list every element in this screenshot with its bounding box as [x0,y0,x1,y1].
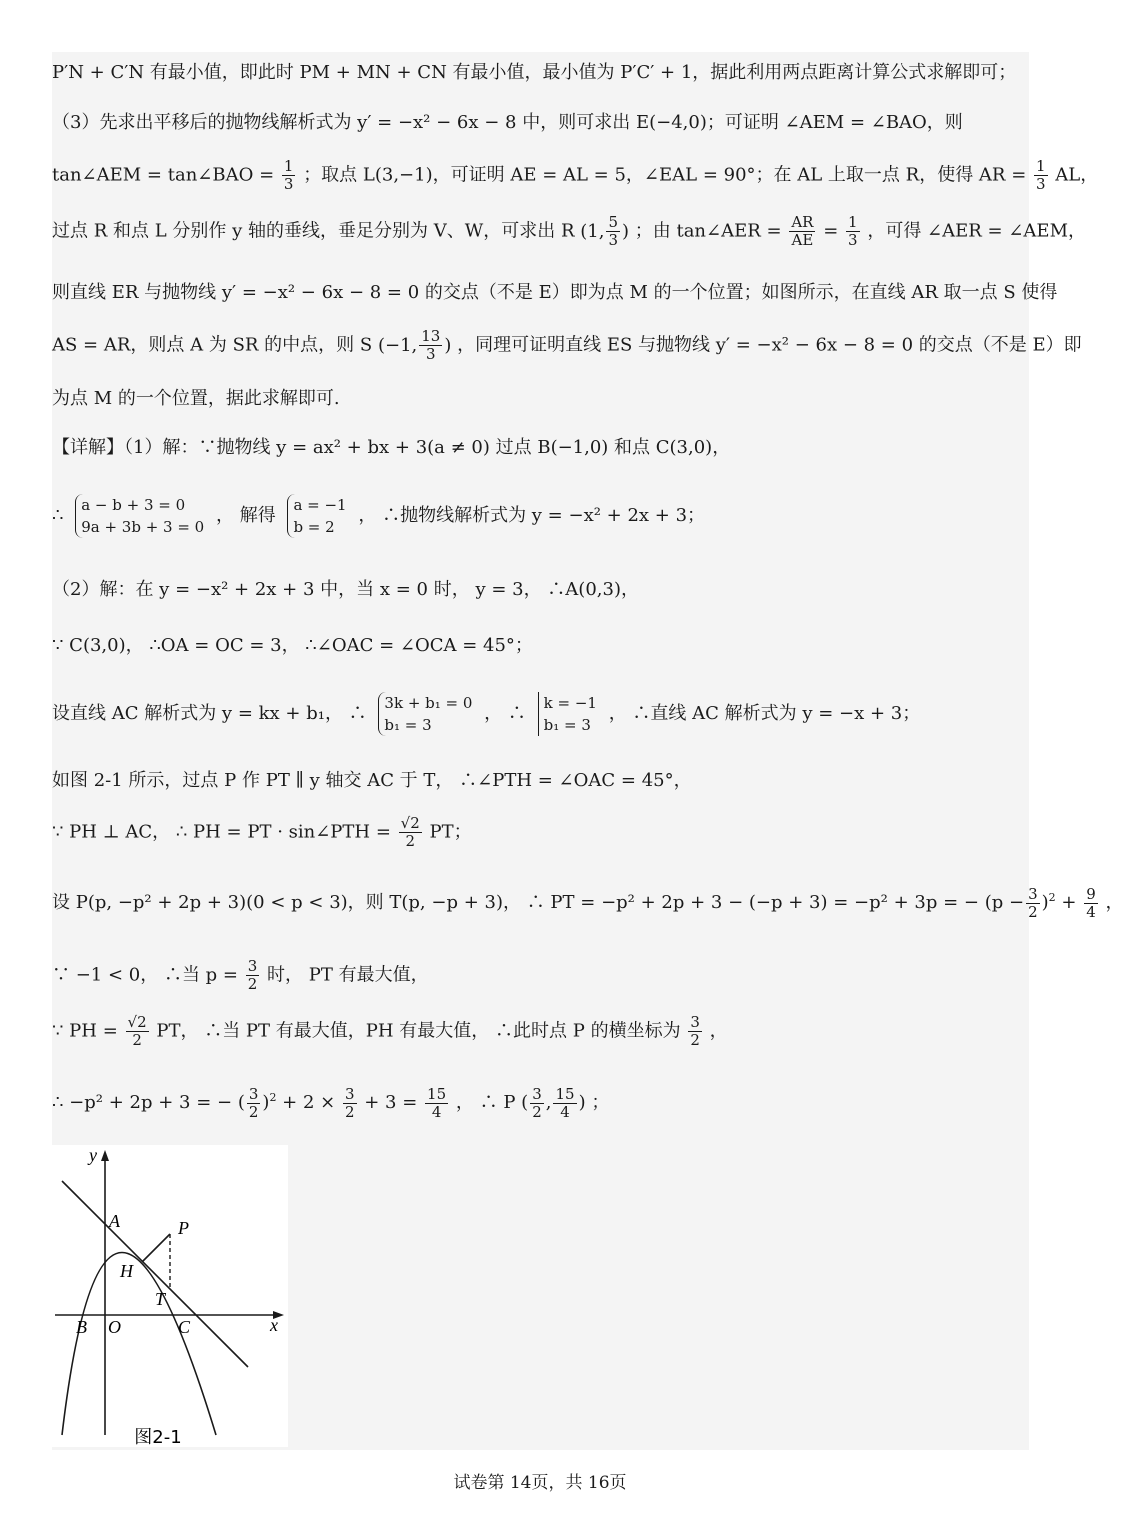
equation-system-4: k = −1 b₁ = 3 [538,692,597,736]
fraction-1-3: $\frac{1}{3}$ [1036,157,1046,193]
equation-system-3: 3k + b₁ = 0 b₁ = 3 [378,692,472,736]
label-x: x [270,1315,278,1335]
text: ，可得 ∠AER = ∠AEM， [867,220,1086,242]
line-17: ∵ PH = $\frac{√2}{2}$ PT， ∴当 PT 有最大值，PH 有最大值， ∴此时点 P 的横坐标为 $\frac{3}{2}$ ， [52,1013,728,1049]
line-10: （2）解：在 y = −x² + 2x + 3 中，当 x = 0 时， y = 3， ∴A(0,3)， [52,579,639,600]
point-S: (−1, $\frac{13}{3}$ ) [377,327,452,363]
line-11: ∵ C(3,0)， ∴OA = OC = 3， ∴∠OAC = ∠OCA = 45°； [52,635,533,656]
fraction-15-4: $\frac{15}{4}$ [427,1084,447,1121]
label-T: T [155,1289,166,1309]
figure-2-1 [52,1145,288,1447]
line-18: ∴ −p² + 2p + 3 = − ( $\frac{3}{2}$ )$^2$ + 2 × $\frac{3}{2}$ + 3 = $\frac{15}{4}$ ， ∴ P ( $\frac{3}{2}$ , $\frac{15}{4}$ ) ； [52,1084,610,1121]
parabola-curve [62,1253,216,1436]
text: ，同理可证明直线 ES 与抛物线 y′ = −x² − 6x − 8 = 0 的交点（不是 E）即 [457,334,1082,356]
fraction-3-2: $\frac{3}{2}$ [690,1013,700,1049]
line-15: 设 P(p, −p² + 2p + 3)(0 < p < 3)，则 T(p, −p + 3)， ∴ PT = −p² + 2p + 3 − (−p + 3) = −p² + 3p = − (p − $\frac{3}{2}$ )$^2$ + $\frac{9}{4}$ ， [52,884,1124,921]
line-4: 过点 R 和点 L 分别作 y 轴的垂线，垂足分别为 V、W，可求出 R (1, $\frac{5}{3}$ ) ；由 tan∠AER = $\frac{AR}{AE}$ = $\frac{1}{3}$ ，可得 ∠AER = ∠AEM， [52,213,1086,249]
line-14: ∵ PH ⊥ AC， ∴ PH = PT · sin∠PTH = $\frac{√2}{2}$ PT； [52,814,472,850]
segment-PH [142,1234,170,1262]
text: AS = AR，则点 A 为 SR 的中点，则 S [52,334,373,356]
point-R: (1, $\frac{5}{3}$ ) [580,213,630,249]
fraction-AR-AE: $\frac{AR}{AE}$ [791,213,814,249]
fraction-3-2: $\frac{3}{2}$ [344,1084,355,1121]
line-2: （3）先求出平移后的抛物线解析式为 y′ = −x² − 6x − 8 中，则可求出 E(−4,0)；可证明 ∠AEM = ∠BAO，则 [52,112,963,133]
line-6 [52,328,1082,363]
line-5: 则直线 ER 与抛物线 y′ = −x² − 6x − 8 = 0 的交点（不是 E）即为点 M 的一个位置；如图所示，在直线 AR 取一点 S 使得 [52,282,1058,303]
text: ；由 tan∠AER = [634,220,782,242]
label-H: H [120,1261,133,1281]
fraction-sqrt2-2: $\frac{√2}{2}$ [400,814,420,850]
label-B: B [76,1317,87,1337]
equation-system-2: a = −1 b = 2 [287,494,346,538]
fraction-3-2: $\frac{3}{2}$ [247,957,258,993]
line-7: 为点 M 的一个位置，据此求解即可. [52,388,340,409]
line-AC [62,1181,248,1367]
line-12: 设直线 AC 解析式为 y = kx + b₁， ∴ 3k + b₁ = 0 b₁ = 3 ， ∴ k = −1 b₁ = 3 ， ∴直线 AC 解析式为 y = −x + 3； [52,694,921,734]
point-P: ( $\frac{3}{2}$ , $\frac{15}{4}$ ) [521,1084,586,1121]
square-term: (p − $\frac{3}{2}$ )$^2$ [984,884,1056,921]
text: ；取点 L(3,−1)，可证明 AE = AL = 5，∠EAL = 90°；在 AL 上取一点 R，使得 AR = [303,164,1027,186]
line-16: ∵ −1 < 0， ∴当 p = $\frac{3}{2}$ 时， PT 有最大值， [52,957,429,993]
text: 过点 R 和点 L 分别作 y 轴的垂线，垂足分别为 V、W，可求出 R [52,220,575,242]
label-A: A [109,1211,120,1231]
line-13: 如图 2-1 所示，过点 P 作 PT ∥ y 轴交 AC 于 T， ∴∠PTH = ∠OAC = 45°， [52,770,692,791]
fraction-1-3: $\frac{1}{3}$ [848,213,858,249]
line-9: ∴ a − b + 3 = 0 9a + 3b + 3 = 0 ， 解得 a = −1 b = 2 ， ∴抛物线解析式为 y = −x² + 2x + 3； [52,496,706,536]
label-O: O [108,1317,121,1337]
page-footer: 试卷第 14页，共 16页 [453,1473,627,1493]
figure-caption: 图2-1 [134,1427,182,1448]
label-P: P [178,1218,189,1238]
label-C: C [178,1317,191,1337]
fraction-1-3: $\frac{1}{3}$ [283,157,294,193]
fraction-9-4: $\frac{9}{4}$ [1086,884,1096,921]
text: tan∠AEM = tan∠BAO = [52,164,275,186]
line-1: P′N + C′N 有最小值，即此时 PM + MN + CN 有最小值，最小值为 P′C′ + 1，据此利用两点距离计算公式求解即可； [52,62,1017,83]
label-y: y [89,1145,97,1165]
square-term: ( $\frac{3}{2}$ )$^2$ [237,1084,277,1121]
equation-system-1: a − b + 3 = 0 9a + 3b + 3 = 0 [75,494,204,538]
line-3 [52,158,1098,193]
y-axis-arrow-icon [101,1150,109,1161]
line-8: 【详解】（1）解：∵抛物线 y = ax² + bx + 3(a ≠ 0) 过点 B(−1,0) 和点 C(3,0)， [52,437,731,458]
parabola-diagram [52,1145,288,1447]
text: AL， [1055,164,1099,186]
fraction-sqrt2-2: $\frac{√2}{2}$ [127,1013,147,1049]
